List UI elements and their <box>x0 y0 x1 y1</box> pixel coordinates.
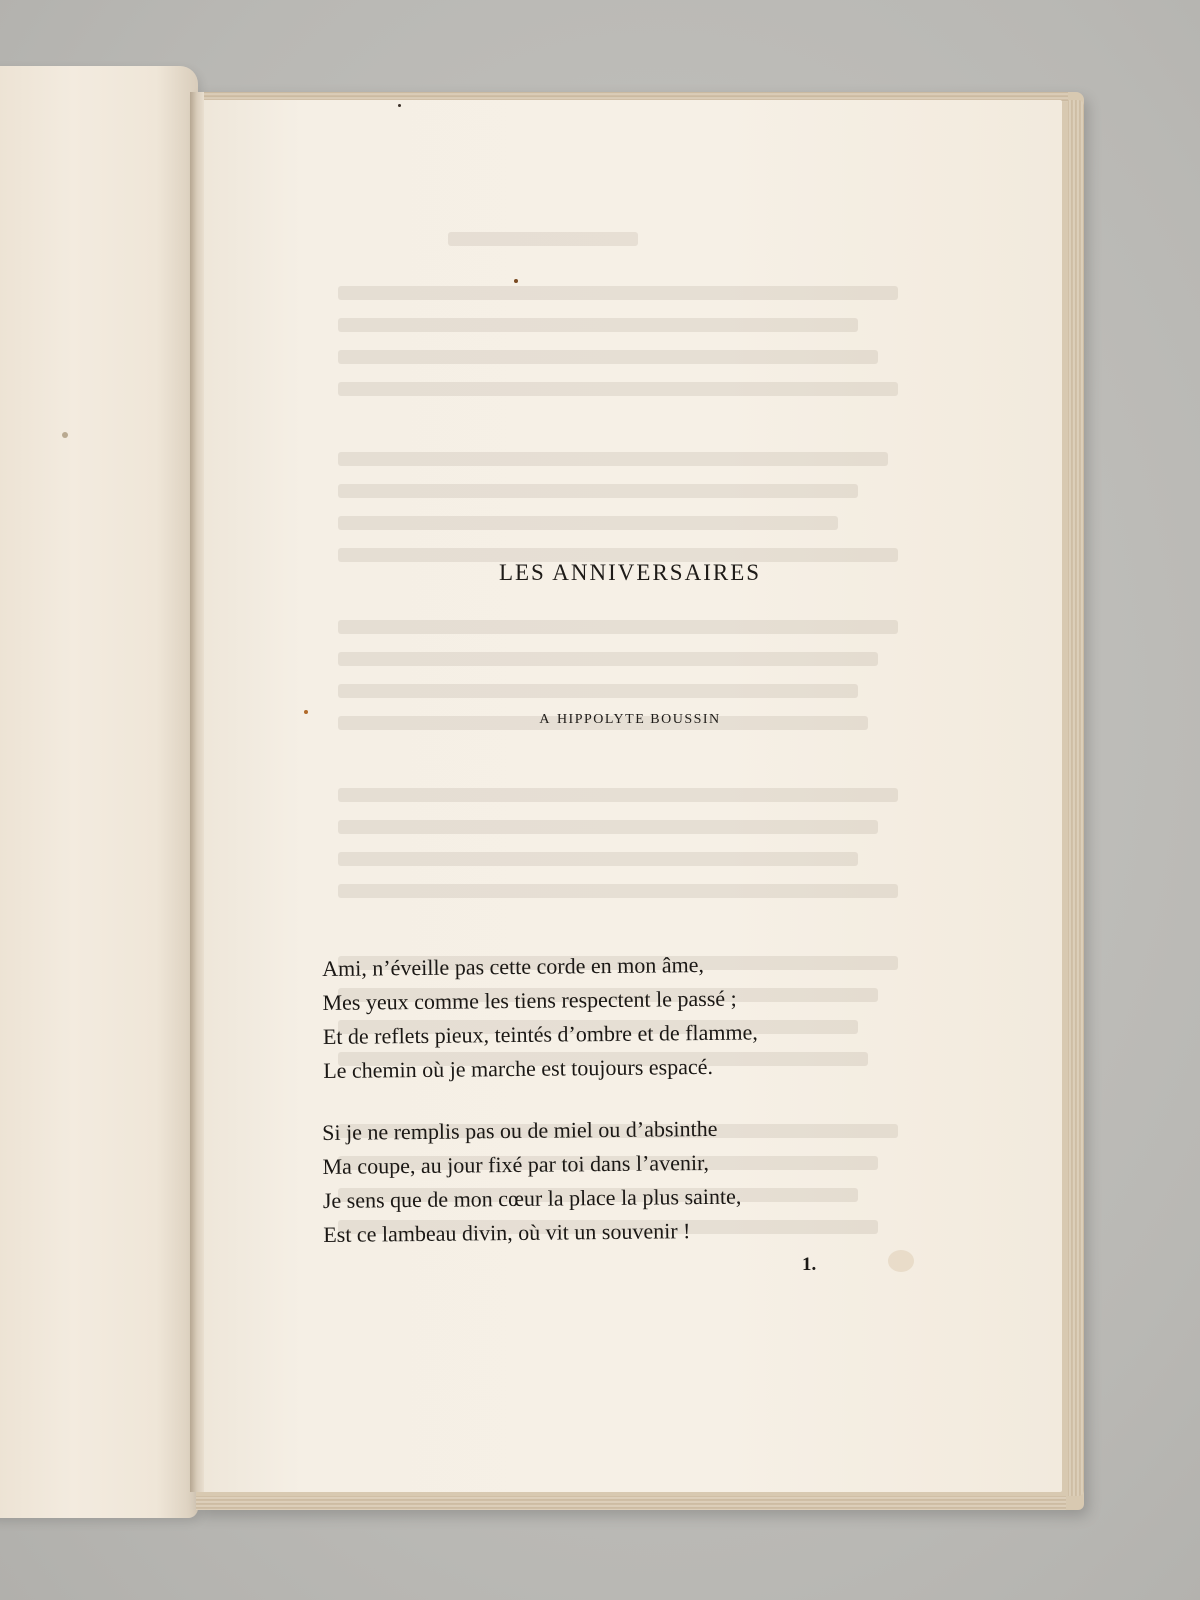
verse-line: Ami, n’éveille pas cette corde en mon âme, <box>322 952 705 981</box>
page-number: 1. <box>802 1254 817 1275</box>
paper-stain <box>888 1250 914 1272</box>
dedication-name: HIPPOLYTE BOUSSIN <box>556 712 721 727</box>
stanza-2 <box>322 1112 742 1252</box>
paper-speck <box>62 432 68 438</box>
right-page <box>198 100 1062 1492</box>
verse-line: Est ce lambeau divin, où vit un souvenir ! <box>323 1218 691 1247</box>
page-edge-bottom <box>196 1496 1066 1510</box>
verse-line: Le chemin où je marche est toujours espacé. <box>323 1053 714 1083</box>
ink-speck-top <box>398 104 401 107</box>
verse-line: Si je ne remplis pas ou de miel ou d’absinthe <box>322 1115 718 1145</box>
left-page <box>0 66 198 1518</box>
ink-speck <box>514 279 518 283</box>
dedication <box>198 712 1062 728</box>
page-edge-right <box>1068 100 1084 1496</box>
verse-line: Mes yeux comme les tiens respectent le passé ; <box>322 985 737 1015</box>
poem-title: LES ANNIVERSAIRES <box>498 560 762 585</box>
verse-line: Je sens que de mon cœur la place la plus sainte, <box>322 1183 742 1213</box>
stanza-1 <box>322 947 758 1088</box>
verse-line: Ma coupe, au jour fixé par toi dans l’avenir, <box>322 1149 710 1179</box>
bleed-through-text <box>198 100 1062 1492</box>
dedication-prefix: A <box>539 712 551 727</box>
book-gutter <box>190 92 204 1492</box>
verse-line: Et de reflets pieux, teintés d’ombre et de flamme, <box>322 1019 758 1049</box>
